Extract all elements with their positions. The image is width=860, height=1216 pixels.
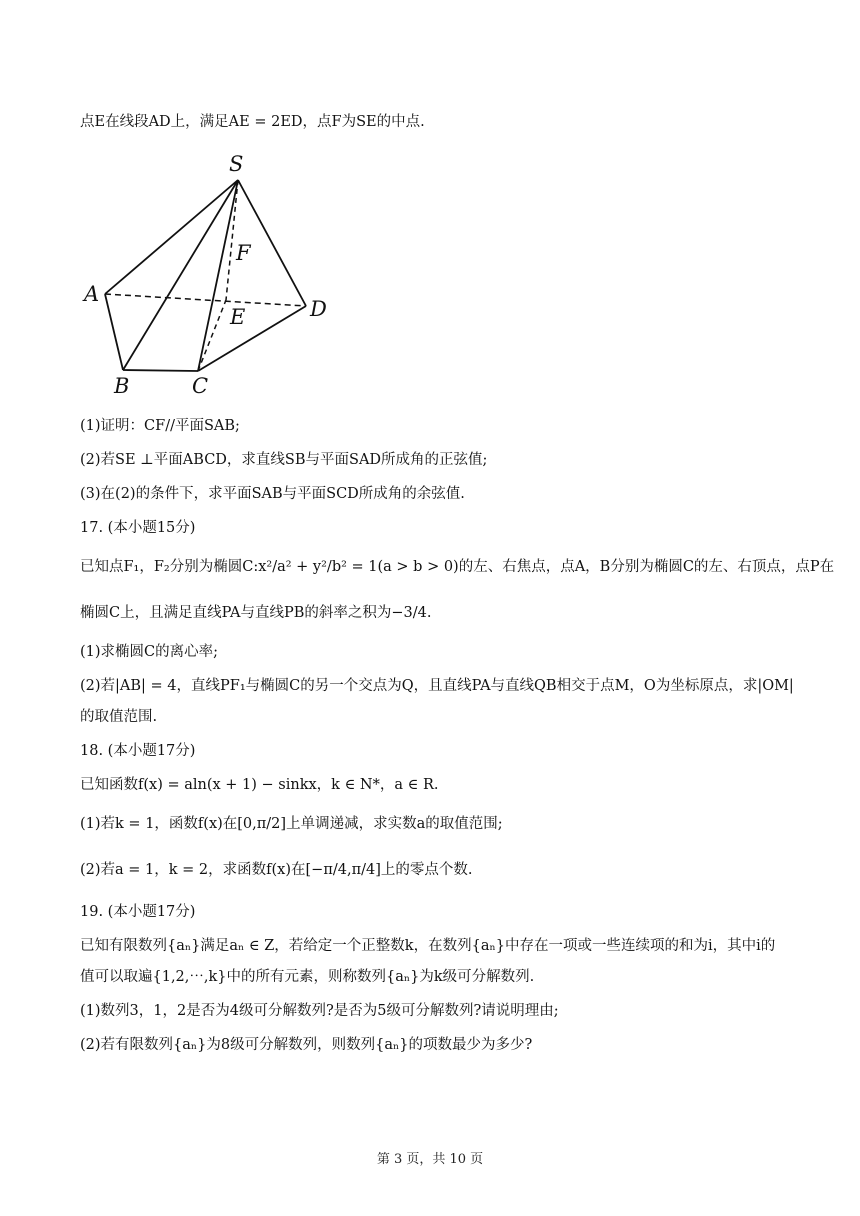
label-S: S	[229, 152, 244, 176]
label-A: A	[84, 282, 100, 306]
pyramid-figure	[78, 150, 348, 400]
q18-part1: (1)若k = 1，函数f(x)在[0,π/2]上单调递减，求实数a的取值范围;	[80, 816, 503, 832]
q16-part2: (2)若SE ⊥平面ABCD，求直线SB与平面SAD所成角的正弦值;	[80, 452, 488, 468]
q18-stem: 已知函数f(x) = aln(x + 1) − sinkx，k ∈ N*，a ∈ R.	[80, 777, 439, 793]
q19-stem-line1: 已知有限数列{aₙ}满足aₙ ∈ Z，若给定一个正整数k，在数列{aₙ}中存在一项或一些连续项的和为i，其中i的	[80, 938, 776, 954]
edge-BC	[123, 370, 198, 371]
q19-part1: (1)数列3，1，2是否为4级可分解数列?是否为5级可分解数列?请说明理由;	[80, 1003, 559, 1019]
label-B: B	[114, 374, 130, 398]
q19-part2: (2)若有限数列{aₙ}为8级可分解数列，则数列{aₙ}的项数最少为多少?	[80, 1037, 533, 1053]
page-footer: 第 3 页，共 10 页	[376, 1152, 484, 1167]
q17-part2-line1: (2)若|AB| = 4，直线PF₁与椭圆C的另一个交点为Q，且直线PA与直线QB相交于点M，O为坐标原点，求|OM|	[80, 678, 794, 694]
q16-part1: (1)证明：CF//平面SAB;	[80, 418, 240, 434]
q18-part2: (2)若a = 1，k = 2，求函数f(x)在[−π/4,π/4]上的零点个数.	[80, 862, 473, 878]
edge-AB	[105, 294, 123, 370]
q17-heading: 17. (本小题15分)	[80, 520, 196, 536]
segment-CE-dashed	[198, 300, 226, 371]
q19-heading: 19. (本小题17分)	[80, 904, 196, 920]
edge-SB	[123, 180, 238, 370]
label-C: C	[192, 374, 209, 398]
q17-part1: (1)求椭圆C的离心率;	[80, 644, 219, 660]
edge-AD-dashed	[105, 294, 306, 306]
label-D: D	[310, 297, 327, 321]
edge-CD	[198, 306, 306, 371]
q17-stem-line1: 已知点F₁，F₂分别为椭圆C:x²/a² + y²/b² = 1(a > b > 0)的左、右焦点，点A，B分别为椭圆C的左、右顶点，点P在	[80, 559, 835, 575]
intro-line: 点E在线段AD上，满足AE = 2ED，点F为SE的中点.	[80, 114, 425, 130]
label-E: E	[230, 305, 246, 329]
q17-part2-line2: 的取值范围.	[80, 709, 158, 725]
q16-part3: (3)在(2)的条件下，求平面SAB与平面SCD所成角的余弦值.	[80, 486, 465, 502]
label-F: F	[236, 241, 251, 265]
q17-stem-line2: 椭圆C上，且满足直线PA与直线PB的斜率之积为−3/4.	[80, 605, 432, 621]
q19-stem-line2: 值可以取遍{1,2,⋯,k}中的所有元素，则称数列{aₙ}为k级可分解数列.	[80, 969, 535, 985]
q18-heading: 18. (本小题17分)	[80, 743, 196, 759]
